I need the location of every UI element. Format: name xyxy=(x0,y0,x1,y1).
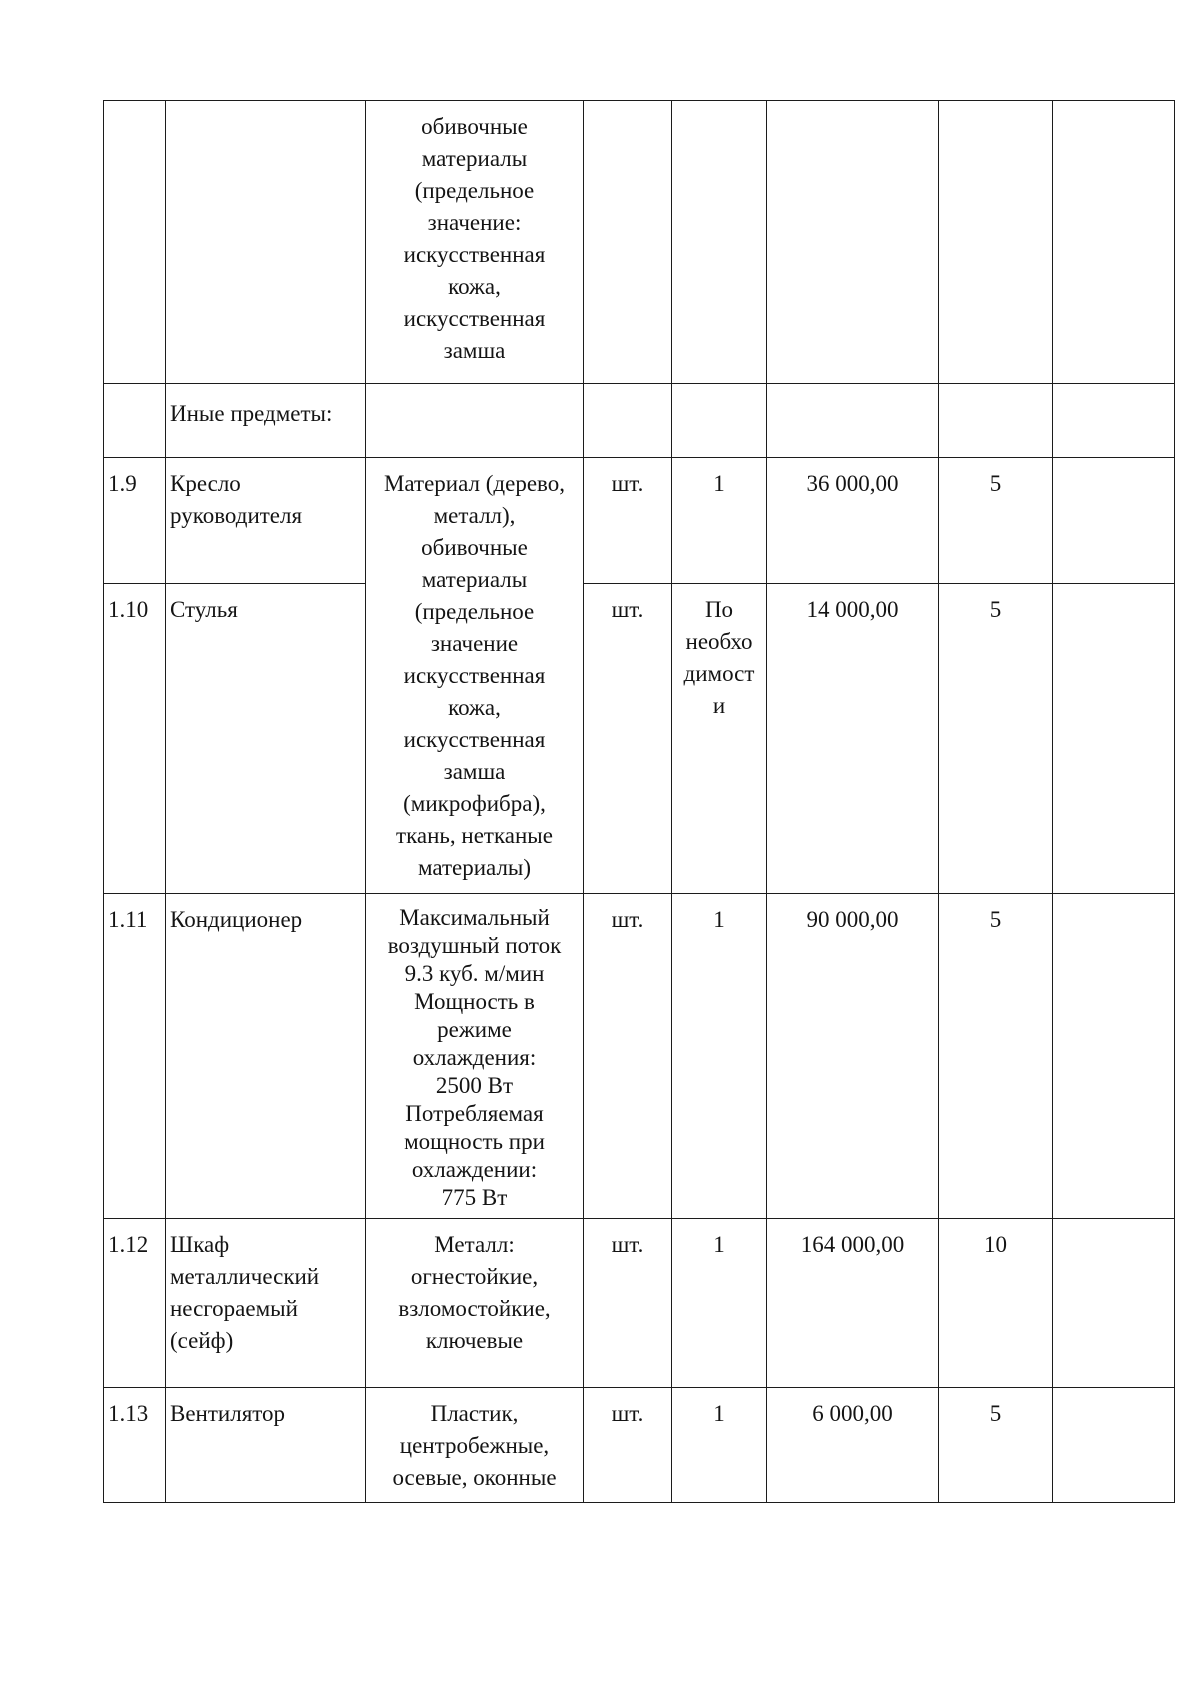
characteristics-line: значение: xyxy=(427,210,522,235)
item-name-cell: Кресло руководителя xyxy=(166,458,366,584)
unit-cell: шт. xyxy=(584,584,672,894)
row-number-cell: 1.10 xyxy=(104,584,166,894)
quantity-cell xyxy=(672,384,767,458)
quantity-cell xyxy=(672,101,767,384)
table-row xyxy=(104,384,1175,458)
unit-cell xyxy=(584,101,672,384)
characteristics-line: искусственная xyxy=(403,242,546,267)
characteristics-line: значение xyxy=(430,631,519,656)
characteristics-line: материалы) xyxy=(417,855,532,880)
unit-cell: шт. xyxy=(584,1219,672,1388)
price-cell: 36 000,00 xyxy=(767,458,939,584)
row-number-cell xyxy=(104,101,166,384)
item-name-cell xyxy=(166,101,366,384)
item-name-cell: Кондиционер xyxy=(166,894,366,1219)
quantity-cell: 1 xyxy=(672,1219,767,1388)
price-cell xyxy=(767,101,939,384)
extra-cell xyxy=(1053,458,1175,584)
characteristics-line: ключевые xyxy=(425,1328,524,1353)
unit-cell xyxy=(584,384,672,458)
characteristics-line: кожа, xyxy=(448,695,501,720)
table-row xyxy=(104,584,1175,894)
characteristics-cell xyxy=(366,1219,584,1388)
extra-cell xyxy=(1053,584,1175,894)
characteristics-line: (предельное xyxy=(414,178,535,203)
characteristics-line: искусственная xyxy=(403,663,546,688)
characteristics-line: центробежные, xyxy=(399,1433,550,1458)
extra-cell xyxy=(1053,384,1175,458)
characteristics-line: Максимальный xyxy=(399,905,550,930)
quantity-line: и xyxy=(712,693,726,718)
row-number-cell: 1.9 xyxy=(104,458,166,584)
quantity-line: димост xyxy=(683,661,755,686)
row-number-cell: 1.11 xyxy=(104,894,166,1219)
characteristics-line: металл), xyxy=(433,503,516,528)
row-number-cell: 1.13 xyxy=(104,1388,166,1503)
characteristics-line: материалы xyxy=(421,146,528,171)
price-cell: 6 000,00 xyxy=(767,1388,939,1503)
characteristics-line: (микрофибра), xyxy=(403,791,546,816)
characteristics-cell xyxy=(366,384,584,458)
characteristics-line: мощность при xyxy=(404,1129,545,1154)
quantity-cell: 1 xyxy=(672,894,767,1219)
characteristics-line: замша xyxy=(443,338,506,363)
characteristics-line: 9.3 куб. м/мин xyxy=(404,961,545,986)
characteristics-line: 2500 Вт xyxy=(435,1073,514,1098)
characteristics-line: охлаждении: xyxy=(411,1157,538,1182)
characteristics-cell xyxy=(366,1388,584,1503)
service-life-cell: 5 xyxy=(939,1388,1053,1503)
row-number-cell xyxy=(104,384,166,458)
characteristics-cell xyxy=(366,458,584,894)
price-cell: 14 000,00 xyxy=(767,584,939,894)
service-life-cell: 5 xyxy=(939,894,1053,1219)
quantity-cell: 1 xyxy=(672,1388,767,1503)
characteristics-line: искусственная xyxy=(403,306,546,331)
characteristics-line: огнестойкие, xyxy=(410,1264,539,1289)
service-life-cell: 10 xyxy=(939,1219,1053,1388)
section-heading: Иные предметы: xyxy=(166,384,366,458)
service-life-cell: 5 xyxy=(939,458,1053,584)
item-name-cell: Вентилятор xyxy=(166,1388,366,1503)
unit-cell: шт. xyxy=(584,894,672,1219)
characteristics-line: ткань, нетканые xyxy=(396,823,553,848)
quantity-line: необхо xyxy=(685,629,753,654)
characteristics-line: Потребляемая xyxy=(405,1101,544,1126)
unit-cell: шт. xyxy=(584,1388,672,1503)
table-row xyxy=(104,1388,1175,1503)
extra-cell xyxy=(1053,1388,1175,1503)
characteristics-line: замша xyxy=(443,759,506,784)
characteristics-line: Мощность в xyxy=(414,989,535,1014)
table-row xyxy=(104,894,1175,1219)
characteristics-line: Пластик, xyxy=(430,1401,519,1426)
quantity-cell: 1 xyxy=(672,458,767,584)
characteristics-line: обивочные xyxy=(421,114,528,139)
characteristics-line: Металл: xyxy=(434,1232,515,1257)
characteristics-line: искусственная xyxy=(403,727,546,752)
characteristics-line: (предельное xyxy=(414,599,535,624)
row-number-cell: 1.12 xyxy=(104,1219,166,1388)
characteristics-line: режиме xyxy=(437,1017,512,1042)
characteristics-cell xyxy=(366,101,584,384)
table-row xyxy=(104,101,1175,384)
service-life-cell xyxy=(939,384,1053,458)
service-life-cell: 5 xyxy=(939,584,1053,894)
service-life-cell xyxy=(939,101,1053,384)
characteristics-line: взломостойкие, xyxy=(398,1296,551,1321)
extra-cell xyxy=(1053,1219,1175,1388)
characteristics-line: Материал (дерево, xyxy=(383,471,565,496)
characteristics-line: воздушный поток xyxy=(387,933,562,958)
table-row xyxy=(104,458,1175,584)
quantity-cell xyxy=(672,584,767,894)
extra-cell xyxy=(1053,101,1175,384)
extra-cell xyxy=(1053,894,1175,1219)
item-name-cell: Шкаф металлический несгораемый (сейф) xyxy=(166,1219,366,1388)
characteristics-line: материалы xyxy=(421,567,528,592)
characteristics-line: охлаждения: xyxy=(412,1045,537,1070)
price-cell: 164 000,00 xyxy=(767,1219,939,1388)
price-cell: 90 000,00 xyxy=(767,894,939,1219)
characteristics-line: обивочные xyxy=(421,535,528,560)
characteristics-line: кожа, xyxy=(448,274,501,299)
price-cell xyxy=(767,384,939,458)
quantity-line: По xyxy=(704,597,734,622)
characteristics-line: осевые, оконные xyxy=(392,1465,557,1490)
item-name-cell: Стулья xyxy=(166,584,366,894)
characteristics-cell xyxy=(366,894,584,1219)
characteristics-line: 775 Вт xyxy=(441,1185,508,1210)
furniture-norms-table xyxy=(103,100,1175,1503)
unit-cell: шт. xyxy=(584,458,672,584)
table-row xyxy=(104,1219,1175,1388)
